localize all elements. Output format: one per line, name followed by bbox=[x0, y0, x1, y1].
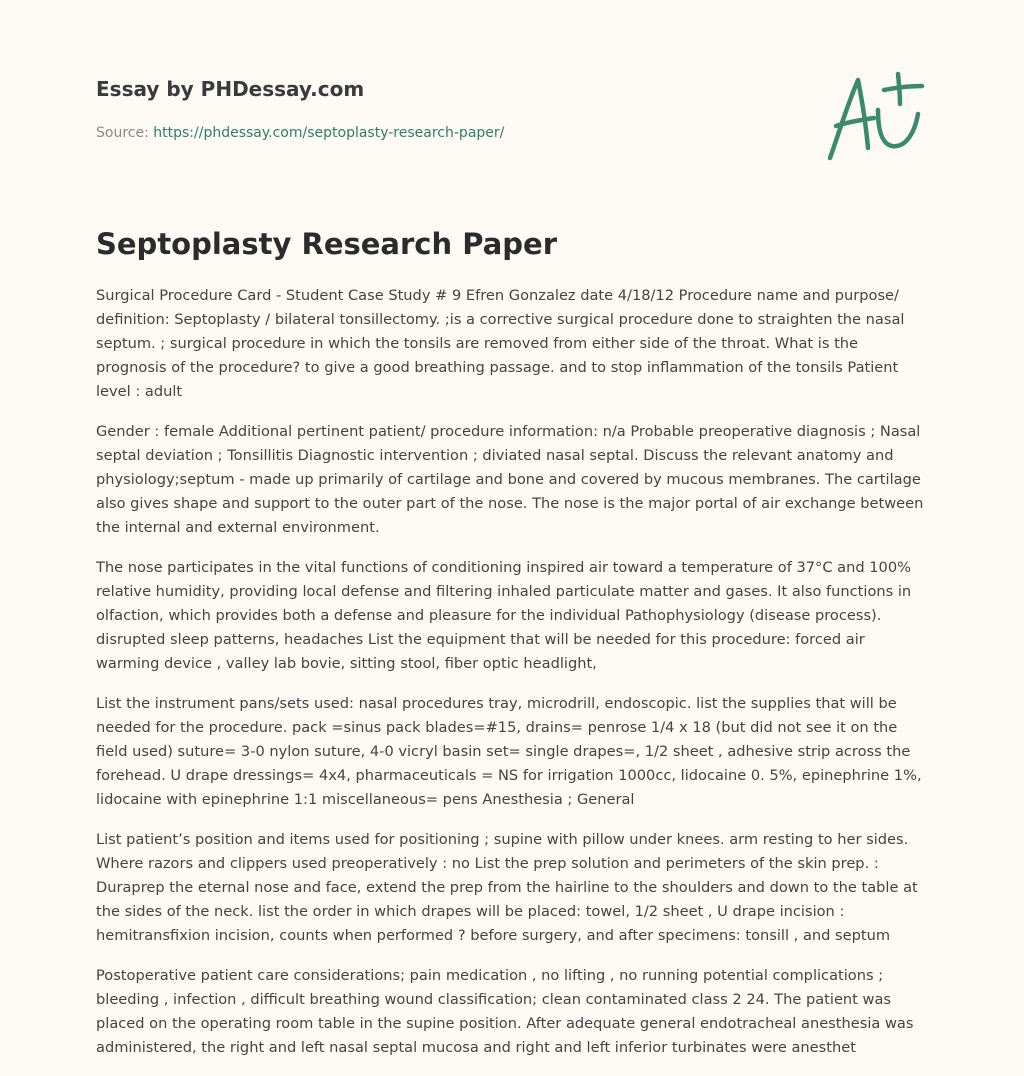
source-label: Source: bbox=[96, 125, 149, 141]
paragraph: Gender : female Additional pertinent patient/ procedure information: n/a Probable preoperative diagnosis ; Nasal septal deviation ; Tonsillitis Diagnostic intervention ; diviated nasal septal. Discuss the relevant anatomy and physiology;septum - made up primarily of cartilage and bone and covered by mucous membranes. The cartilage also gives shape and support to the outer part of the nose. The nose is the major portal of air exchange between the internal and external environment. bbox=[96, 423, 924, 536]
paragraph: The nose participates in the vital functions of conditioning inspired air toward a temperature of 37°C and 100% relative humidity, providing local defense and filtering inhaled particulate matter and gases. It also functions in olfaction, which provides both a defense and pleasure for the individual Pathophysiology (disease process). disrupted sleep patterns, headaches List the equipment that will be needed for this procedure: forced air warming device , valley lab bovie, sitting stool, fiber optic headlight, bbox=[96, 559, 912, 672]
paragraph: Surgical Procedure Card - Student Case Study # 9 Efren Gonzalez date 4/18/12 Procedure name and purpose/ definition: Septoplasty / bilateral tonsillectomy. ;is a corrective surgical procedure done to straighten the nasal septum. ; surgical procedure in which the tonsils are removed from either side of the throat. What is the prognosis of the procedure? to give a good breathing passage. and to stop inflammation of the tonsils Patient level : adult bbox=[96, 287, 905, 400]
article-title: Septoplasty Research Paper bbox=[96, 227, 557, 261]
a-plus-logo-icon bbox=[822, 66, 930, 166]
paragraph: Postoperative patient care considerations; pain medication , no lifting , no running potential complications ; bleeding , infection , difficult breathing wound classification; clean contaminated class 2 24. The patient was placed on the operating room table in the supine position. After adequate general endotracheal anesthesia was administered, the right and left nasal septal mucosa and right and left inferior turbinates were anesthet bbox=[96, 967, 914, 1056]
site-title: Essay by PHDessay.com bbox=[96, 77, 365, 101]
page-header bbox=[96, 74, 796, 143]
source-link[interactable]: https://phdessay.com/septoplasty-research-paper/ bbox=[153, 125, 505, 141]
article-body bbox=[96, 284, 930, 1076]
paragraph: List the instrument pans/sets used: nasal procedures tray, microdrill, endoscopic. list the supplies that will be needed for the procedure. pack =sinus pack blades=#15, drains= penrose 1/4 x 18 (but did not see it on the field used) suture= 3-0 nylon suture, 4-0 vicryl basin set= single drapes=, 1/2 sheet , adhesive strip across the forehead. U drape dressings= 4x4, pharmaceuticals = NS for irrigation 1000cc, lidocaine 0. 5%, epinephrine 1%, lidocaine with epinephrine 1:1 miscellaneous= pens Anesthesia ; General bbox=[96, 695, 922, 808]
source-line bbox=[96, 123, 796, 143]
paragraph: List patient’s position and items used for positioning ; supine with pillow under knees. arm resting to her sides. Where razors and clippers used preoperatively : no List the prep solution and perimeters of the skin prep. : Duraprep the eternal nose and face, extend the prep from the hairline to the shoulders and down to the table at the sides of the neck. list the order in which drapes will be placed: towel, 1/2 sheet , U drape incision : hemitransfixion incision, counts when performed ? before surgery, and after specimens: tonsill , and septum bbox=[96, 831, 918, 944]
